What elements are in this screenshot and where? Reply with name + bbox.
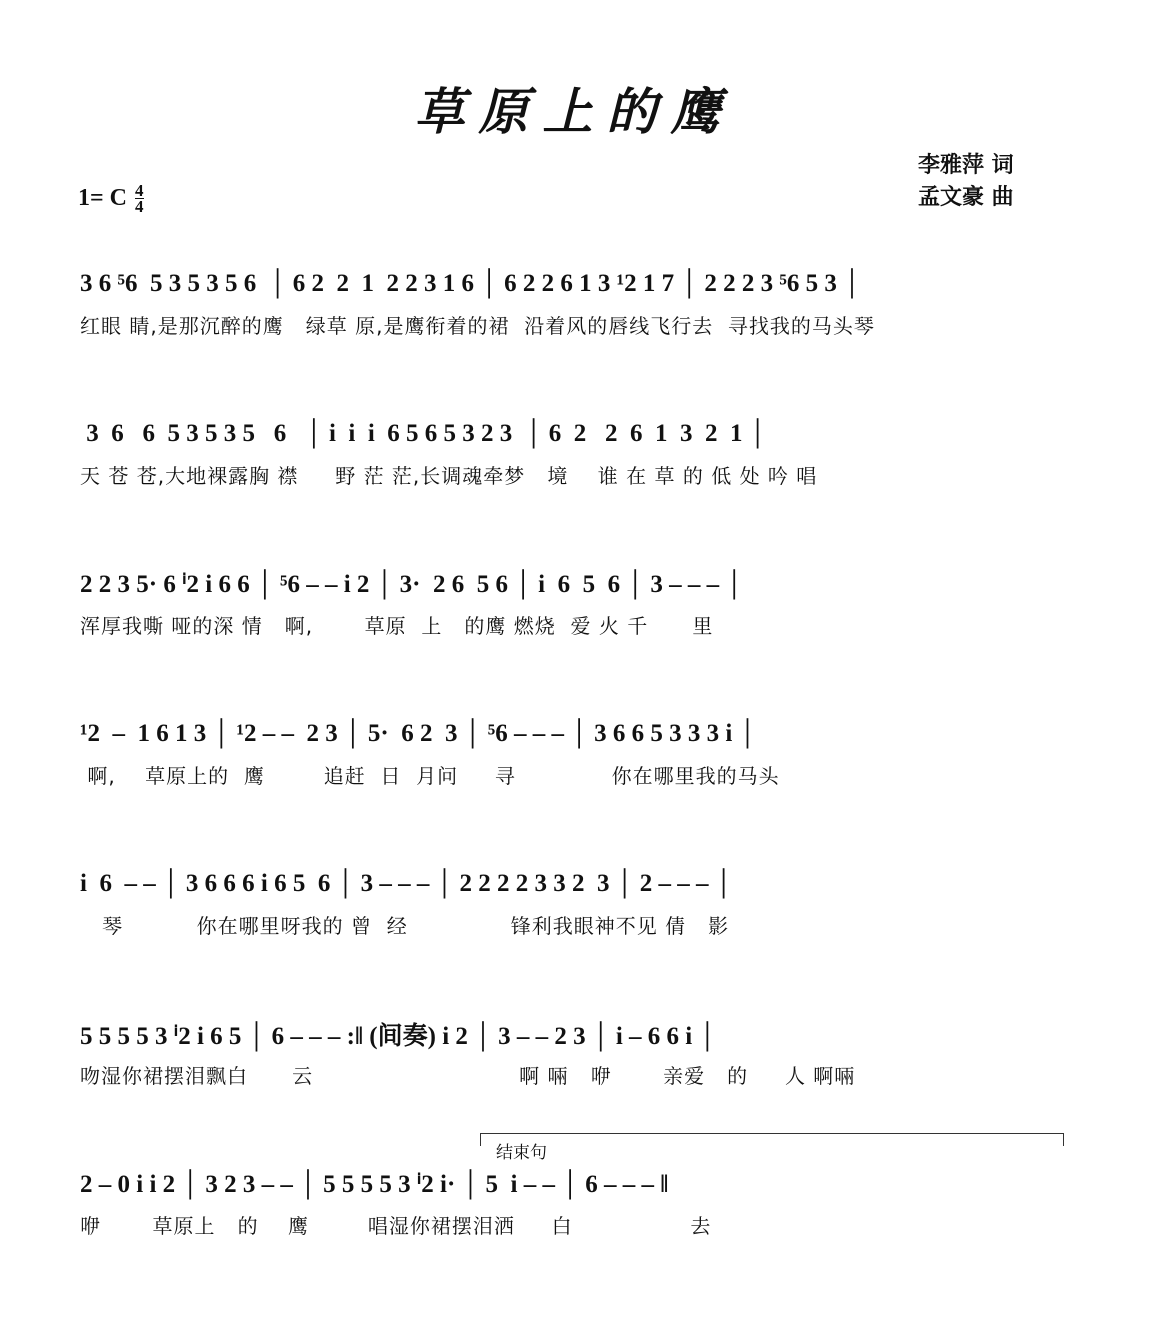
key-label: 1= C <box>78 185 128 211</box>
lyrics: 红眼 睛,是那沉醉的鹰 绿草 原,是鹰衔着的裙 沿着风的唇线飞行去 寻找我的马头琴 <box>80 314 875 338</box>
key-signature <box>78 183 144 214</box>
ending-label: 结束句 <box>496 1143 547 1163</box>
score-line-2 <box>80 414 1070 504</box>
notes: 3 6 6 5 3 5 3 5 6 │ i i i 6 5 6 5 3 2 3 │ 6 2 2 6 1 3 2 1 │ <box>80 420 767 447</box>
lyrics: 浑厚我嘶 哑的深 情 啊, 草原 上 的鹰 燃烧 爱 火 千 里 <box>80 614 714 638</box>
notes: 2 2 3 5· 6 ⁱ2 i 6 6 │ ⁵6 – – i 2 │ 3· 2 6 5 6 │ i 6 5 6 │ 3 – – – │ <box>80 571 744 598</box>
lyrics: 啊, 草原上的 鹰 追赶 日 月问 寻 你在哪里我的马头 <box>80 764 780 788</box>
notes: 5 5 5 5 3 ⁱ2 i 6 5 │ 6 – – – :‖ (间奏) i 2 │ 3 – – 2 3 │ i – 6 6 i │ <box>80 1023 717 1050</box>
lyrics: 吻湿你裙摆泪飘白 云 啊 啢 咿 亲爱 的 人 啊啢 <box>80 1064 856 1088</box>
lyrics: 琴 你在哪里呀我的 曾 经 锋利我眼神不见 倩 影 <box>80 914 730 938</box>
score-line-1 <box>80 264 1070 354</box>
song-title: 草原上的鹰 <box>414 82 735 141</box>
notes: i 6 – – │ 3 6 6 6 i 6 5 6 │ 3 – – – │ 2 2 2 2 3 3 2 3 │ 2 – – – │ <box>80 870 733 897</box>
score-line-4 <box>80 714 1070 804</box>
composer: 孟文豪 曲 <box>918 185 1014 210</box>
notes: 2 – 0 i i 2 │ 3 2 3 – – │ 5 5 5 5 3 ⁱ2 i· │ 5 i – – │ 6 – – – ‖ <box>80 1171 669 1198</box>
time-signature: $\frac{4}{4}$ <box>135 181 144 216</box>
ending-bracket <box>480 1133 1064 1146</box>
score-line-3 <box>80 564 1070 654</box>
score-line-5 <box>80 864 1070 954</box>
credits <box>918 150 1014 214</box>
notes: ¹2 – 1 6 1 3 │ ¹2 – – 2 3 │ 5· 6 2 3 │ ⁵6 – – – │ 3 6 6 5 3 3 3 i │ <box>80 720 757 747</box>
notes: 3 6 ⁵6 5 3 5 3 5 6 │ 6 2 2 1 2 2 3 1 6 │ 6 2 2 6 1 3 ¹2 1 7 │ 2 2 2 3 ⁵6 5 3 │ <box>80 270 861 297</box>
score-line-7 <box>80 1164 1070 1254</box>
lyrics: 咿 草原上 的 鹰 唱湿你裙摆泪洒 白 去 <box>80 1214 712 1238</box>
lyrics: 天 苍 苍,大地裸露胸 襟 野 茫 茫,长调魂牵梦 境 谁 在 草 的 低 处 吟 唱 <box>80 464 818 488</box>
lyricist: 李雅萍 词 <box>918 153 1014 178</box>
score-line-6 <box>80 1014 1070 1104</box>
